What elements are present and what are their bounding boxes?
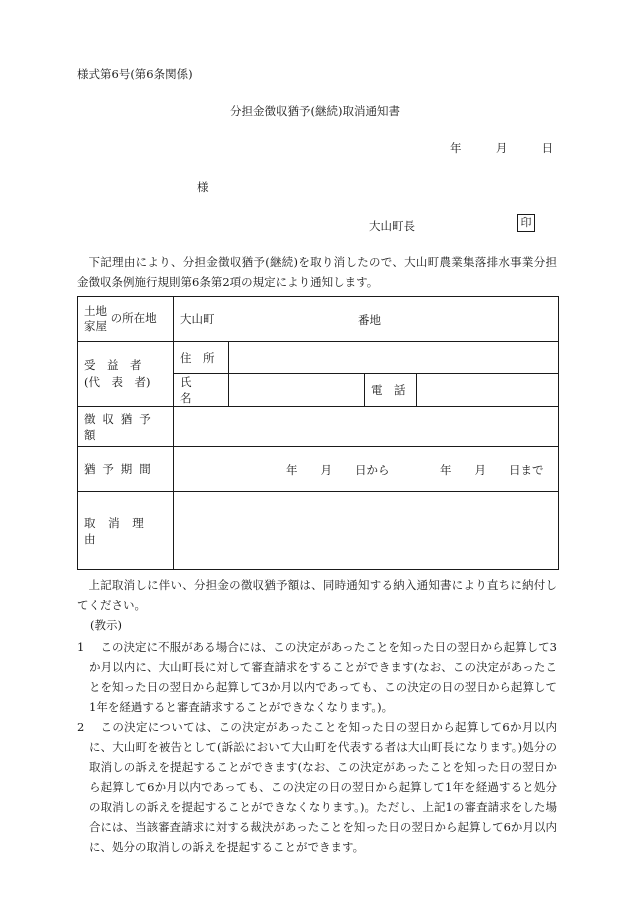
- address-value[interactable]: [229, 342, 559, 374]
- land-label: 土地: [84, 304, 107, 318]
- reason-value[interactable]: [174, 492, 559, 570]
- date-day: 日: [541, 141, 554, 155]
- period-from: 年 月 日から: [286, 463, 390, 477]
- row-address: [78, 342, 559, 374]
- instruction-label: (教示): [90, 618, 122, 632]
- phone-label-cell: 電 話: [365, 374, 417, 407]
- date-year: 年: [450, 141, 462, 155]
- representative-label: (代 表 者): [84, 375, 151, 389]
- town-name: 大山町: [180, 312, 215, 326]
- intro-paragraph: 下記理由により、分担金徴収猶予(継続)を取り消したので、大山町農業集落排水事業分担金徴収条例施行規則第6条第2項の規定により通知します。: [77, 255, 557, 289]
- reason-label: 取消理由: [78, 492, 174, 570]
- period-to: 年 月 日まで: [440, 463, 544, 477]
- seal-stamp: 印: [517, 214, 535, 232]
- land-building-stack: [84, 304, 107, 334]
- document-title: 分担金徴収猶予(継続)取消通知書: [230, 104, 400, 118]
- info-table: [77, 296, 559, 570]
- deferred-amount-label: 徴収猶予額: [78, 407, 174, 447]
- date-month: 月: [495, 141, 508, 155]
- beneficiary-label-cell: [78, 342, 174, 407]
- row-period: [78, 447, 559, 492]
- banchi-label: 番地: [358, 313, 381, 327]
- instruction-item-1: [77, 637, 557, 717]
- instruction-2-number: 2: [77, 720, 85, 734]
- instruction-2-text: この決定については、この決定があったことを知った日の翌日から起算して6か月以内に、大山町を被告として(訴訟において大山町を代表する者は大山町長になります。)処分の取消しの訴えを提起することができます(なお、この決定があったことを知った日の翌日から起算して6か月以内であっても、この決定の日の翌日から起算して1年を経過すると処分の取消しの訴えを提起することができなくなります。)。ただし、上記1の審査請求をした場合には、当該審査請求に対する裁決があったことを知った日の翌日から起算して6か月以内に、処分の取消しの訴えを提起することができます。: [89, 720, 557, 854]
- date-line: [450, 140, 553, 156]
- period-label: 猶予期間: [78, 447, 174, 492]
- row-reason: [78, 492, 559, 570]
- after-paragraph: 上記取消しに伴い、分担金の徴収猶予額は、同時通知する納入通知書により直ちに納付してください。: [77, 578, 557, 612]
- location-suffix: の所在地: [110, 311, 157, 325]
- instruction-1-number: 1: [77, 640, 85, 654]
- row-deferred-amount: [78, 407, 559, 447]
- period-value-cell: [174, 447, 559, 492]
- name-value[interactable]: [229, 374, 365, 407]
- instruction-1-text: この決定に不服がある場合には、この決定があったことを知った日の翌日から起算して3か月以内に、大山町長に対して審査請求をすることができます(なお、この決定があったことを知った日の翌日から起算して3か月以内であっても、この決定の日の翌日から起算して1年を経過すると審査請求することができなくなります。)。: [89, 640, 557, 714]
- beneficiary-label: 受 益 者: [84, 358, 142, 372]
- issuer-name: 大山町長: [369, 219, 415, 233]
- building-label: 家屋: [84, 319, 107, 333]
- deferred-amount-value[interactable]: [174, 407, 559, 447]
- location-label-cell: [78, 297, 174, 342]
- instruction-item-2: [77, 717, 557, 857]
- address-label-cell: 住 所: [174, 342, 229, 374]
- location-value-cell: [174, 297, 559, 342]
- addressee-suffix: 様: [197, 180, 209, 194]
- phone-value[interactable]: [417, 374, 559, 407]
- name-label-cell: 氏 名: [174, 374, 229, 407]
- row-location: [78, 297, 559, 342]
- form-number: 様式第6号(第6条関係): [77, 67, 193, 81]
